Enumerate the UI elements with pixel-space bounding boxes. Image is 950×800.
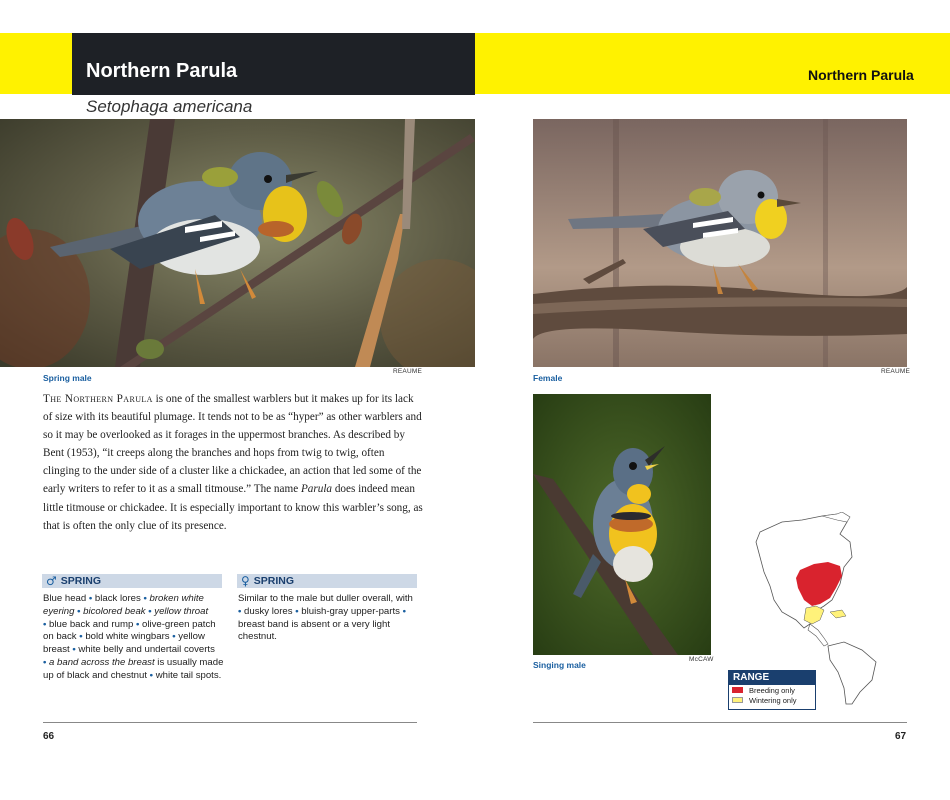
description-emphasis: Parula — [300, 483, 333, 496]
page-number-right: 67 — [895, 731, 907, 742]
male-symbol-icon: ♂ — [46, 574, 57, 588]
description-part-1: is one of the smallest warblers but it makes up for its lack of size with its beautiful plumage. It tends not to be as “hyper” as other warblers and so it may be overlooked as it forages in the uppermost branches. As described by Bent (1953), “it creeps along the branches and hops from twig to twig, often clinging to the under side of a cluster like a chickadee, an action that led some of the early writers to refer to it as a small titmouse.” The name — [43, 393, 422, 496]
female-spring-description: Similar to the male but duller overall, with • dusky lores • bluish-gray upper-parts • breast band is absent or a very light chestnut. — [238, 593, 413, 643]
title-underline — [72, 94, 475, 95]
page-title-right: Northern Parula — [808, 67, 914, 83]
female-heading-label: SPRING — [253, 575, 295, 587]
legend-wintering — [729, 695, 815, 705]
wintering-label: Wintering only — [749, 695, 797, 705]
bird-photo-spring-male-icon — [0, 119, 475, 367]
male-spring-description: Blue head • black lores • broken white eyering • bicolored beak • yellow throat • blue back and rump • olive-green patch on back • bold white wingbars • yellow breast • white belly and undertail coverts • a band across the breast is usually made up of black and chestnut • white tail spots. — [43, 593, 224, 681]
breeding-label: Breeding only — [749, 685, 795, 695]
right-footer-rule — [533, 722, 907, 723]
left-footer-rule — [43, 722, 417, 723]
left-header-yellow-strip — [0, 33, 72, 94]
legend-breeding — [729, 685, 815, 695]
species-description — [43, 390, 423, 535]
right-header-band — [475, 33, 950, 94]
credit-spring-male: REAUME — [393, 368, 423, 375]
caption-spring-male: Spring male — [43, 373, 92, 383]
wintering-swatch — [732, 697, 743, 703]
page-title-left: Northern Parula — [86, 60, 238, 82]
range-heading: RANGE — [729, 671, 815, 685]
photo-spring-male — [0, 119, 475, 367]
photo-singing-male — [533, 394, 711, 655]
male-spring-heading — [42, 574, 222, 588]
range-legend — [728, 670, 816, 710]
caption-female: Female — [533, 373, 563, 383]
female-spring-heading — [237, 574, 417, 588]
lead-in: The Northern Parula — [43, 393, 153, 405]
female-symbol-icon: ♀ — [241, 574, 250, 588]
caption-singing-male: Singing male — [533, 660, 586, 670]
page-number-left: 66 — [43, 731, 55, 742]
bird-photo-singing-male-icon — [533, 394, 711, 655]
credit-female: REAUME — [881, 368, 911, 375]
description-part-2: does indeed mean little titmouse or chickadee. It is especially important to know this warbler’s song, as that is often the only clue of its presence. — [43, 483, 423, 532]
credit-singing-male: McCAW — [689, 656, 714, 663]
photo-female — [533, 119, 907, 367]
male-heading-label: SPRING — [60, 575, 102, 587]
bird-photo-female-icon — [533, 119, 907, 367]
breeding-swatch — [732, 687, 743, 693]
scientific-name: Setophaga americana — [86, 97, 253, 116]
